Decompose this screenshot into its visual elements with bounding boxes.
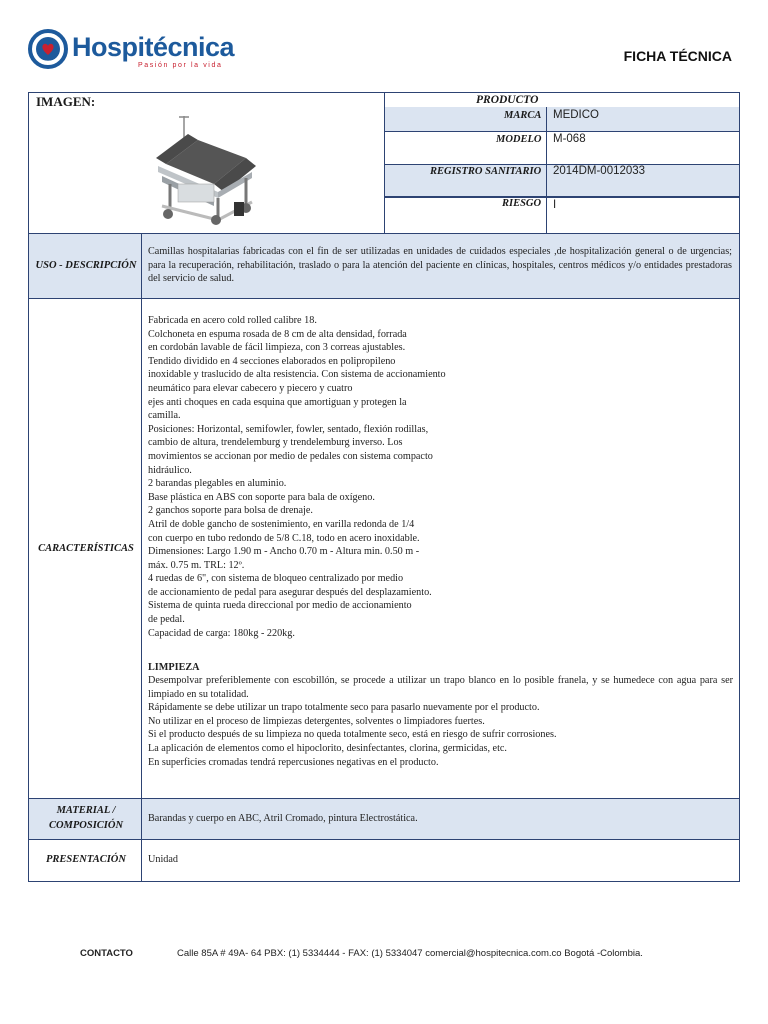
caracteristica-line: hidráulico. [148, 464, 192, 476]
presentacion-text: Unidad [148, 854, 178, 865]
caracteristica-line: 2 ganchos soporte para bolsa de drenaje. [148, 505, 313, 517]
caracteristica-line: Atril de doble gancho de sostenimiento, en varilla redonda de 1/4 [148, 518, 415, 530]
riesgo-label: RIESGO [502, 198, 542, 209]
producto-row [384, 92, 740, 108]
registro-sanitario-value: 2014DM-0012033 [553, 165, 646, 177]
producto-label: PRODUCTO [476, 94, 539, 106]
modelo-value: M-068 [553, 133, 586, 145]
imagen-label: IMAGEN: [36, 94, 96, 109]
caracteristica-line: con cuerpo en tubo redondo de 5/8 C.18, todo en acero inoxidable. [148, 532, 420, 544]
caracteristicas-label: CARACTERÍSTICAS [38, 543, 134, 554]
caracteristica-line: Capacidad de carga: 180kg - 220kg. [148, 627, 295, 639]
caracteristica-line: neumático para elevar cabecero y piecero y cuatro [148, 382, 353, 394]
document-title: FICHA TÉCNICA [623, 48, 732, 64]
contact-details: Calle 85A # 49A- 64 PBX: (1) 5334444 - FAX: (1) 5334047 comercial@hospitecnica.com.co Bogotá -Colombia. [177, 948, 643, 959]
marca-label: MARCA [504, 110, 542, 121]
modelo-label: MODELO [496, 134, 542, 145]
caracteristica-line: Fabricada en acero cold rolled calibre 18. [148, 315, 317, 326]
registro-sanitario-label: REGISTRO SANITARIO [430, 166, 542, 177]
limpieza-line: Desempolvar preferiblemente con escobillón, se procede a utilizar un trapo blanco en lo posible franela, y se humedece con agua para ser limpiado en su totalidad. [148, 675, 733, 700]
caracteristica-line: Tendido dividido en 4 secciones elaborados en polipropileno [148, 355, 396, 367]
caracteristica-line: en cordobán lavable de fácil limpieza, con 3 correas ajustables. [148, 342, 406, 354]
brand-name: Hospitécnica [72, 32, 235, 62]
caracteristica-line: Sistema de quinta rueda direccional por medio de accionamiento [148, 600, 412, 612]
caracteristica-line: de accionamiento de pedal para asegurar después del desplazamiento. [148, 586, 432, 598]
caracteristica-line: inoxidable y traslucido de alta resistencia. Con sistema de accionamiento [148, 369, 446, 381]
composicion-label: COMPOSICIÓN [48, 820, 124, 831]
caracteristica-line: ejes anti choques en cada esquina que amortiguan y protegen la [148, 396, 407, 408]
limpieza-line: Si el producto después de su limpieza no queda totalmente seco, está en riesgo de sufrir corrosiones. [148, 729, 557, 741]
material-text: Barandas y cuerpo en ABC, Atril Cromado, pintura Electrostática. [148, 813, 418, 824]
caracteristica-line: Base plástica en ABS con soporte para bala de oxígeno. [148, 491, 375, 503]
limpieza-line: No utilizar en el proceso de limpiezas detergentes, solventes o limpiadores fuertes. [148, 715, 485, 727]
caracteristica-line: Colchoneta en espuma rosada de 8 cm de alta densidad, forrada [148, 328, 407, 340]
limpieza-line: La aplicación de elementos como el hipoclorito, desinfectantes, clorina, germicidas, etc. [148, 742, 507, 754]
caracteristica-line: Posiciones: Horizontal, semifowler, fowler, sentado, flexión rodillas, [148, 423, 429, 435]
caracteristica-line: de pedal. [148, 614, 185, 626]
uso-label: USO - DESCRIPCIÓN [35, 260, 137, 271]
caracteristica-line: 2 barandas plegables en aluminio. [148, 478, 287, 490]
presentacion-label: PRESENTACIÓN [46, 854, 126, 865]
caracteristica-line: cambio de altura, trendelemburg y trendelemburg inverso. Los [148, 437, 403, 449]
limpieza-title: LIMPIEZA [148, 662, 200, 673]
material-label: MATERIAL / [56, 805, 116, 816]
product-image [148, 114, 258, 226]
brand-tagline: Pasión por la vida [138, 62, 223, 69]
limpieza-list [148, 674, 733, 769]
caracteristica-line: camilla. [148, 410, 181, 422]
caracteristica-line: máx. 0.75 m. TRL: 12º. [148, 559, 245, 571]
limpieza-line: En superficies cromadas tendrá repercusiones negativas en el producto. [148, 756, 439, 768]
caracteristicas-list [148, 314, 733, 640]
company-logo [28, 26, 268, 74]
logo-emblem-icon [28, 28, 68, 72]
riesgo-value: I [553, 199, 557, 211]
caracteristica-line: 4 ruedas de 6", con sistema de bloqueo centralizado por medio [148, 573, 404, 585]
limpieza-line: Rápidamente se debe utilizar un trapo totalmente seco para pasarlo nuevamente por el producto. [148, 702, 540, 714]
marca-value: MEDICO [553, 109, 599, 121]
uso-text: Camillas hospitalarias fabricadas con el fin de ser utilizadas en unidades de cuidados especiales ,de hospitalización general o de urgencias; para la recuperación, rehabilitación, traslado o para la atención del paciente en clínicas, hospitales, centros médicos y/o entidades prestadoras del servicio de salud. [148, 246, 732, 285]
caracteristica-line: Dimensiones: Largo 1.90 m - Ancho 0.70 m - Altura min. 0.50 m - [148, 546, 420, 558]
contacto-label: CONTACTO [80, 948, 133, 959]
caracteristica-line: movimientos se accionan por medio de pedales con sistema compacto [148, 450, 433, 462]
